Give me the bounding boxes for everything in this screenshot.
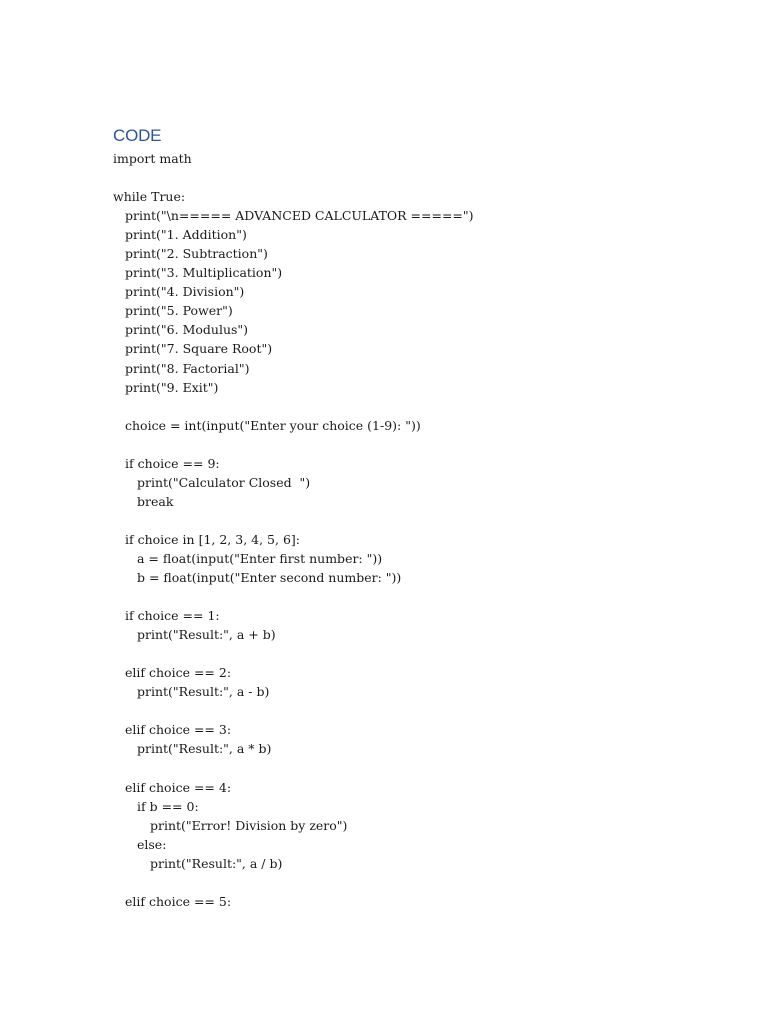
code-line: choice = int(input("Enter your choice (1-9): "))	[125, 417, 421, 433]
blank-line	[113, 873, 733, 892]
code-line: elif choice == 2:	[125, 665, 232, 681]
code-line: print("4. Division")	[125, 284, 245, 300]
code-line: print("Calculator Closed ")	[137, 474, 311, 490]
code-line: if b == 0:	[137, 798, 199, 814]
code-line: print("2. Subtraction")	[125, 246, 268, 262]
code-line: print("Result:", a + b)	[137, 627, 276, 643]
code-line: print("Result:", a * b)	[137, 741, 272, 757]
code-line: print("3. Multiplication")	[125, 265, 283, 281]
code-line: print("Result:", a - b)	[137, 684, 270, 700]
code-line: print("6. Modulus")	[125, 322, 249, 338]
code-line: import math	[113, 151, 192, 166]
code-line: if choice in [1, 2, 3, 4, 5, 6]:	[125, 531, 300, 547]
code-line: if choice == 9:	[125, 455, 220, 471]
blank-line	[113, 511, 733, 530]
blank-line	[113, 587, 733, 606]
code-listing	[113, 149, 733, 911]
code-line: print("7. Square Root")	[125, 341, 273, 357]
code-line: print("9. Exit")	[125, 379, 219, 395]
code-line: print("8. Factorial")	[125, 360, 250, 376]
blank-line	[113, 168, 733, 187]
code-line: print("1. Addition")	[125, 227, 247, 243]
code-line: elif choice == 4:	[125, 779, 232, 795]
code-line: while True:	[113, 189, 186, 205]
blank-line	[113, 397, 733, 416]
code-line: else:	[137, 836, 167, 852]
code-line: elif choice == 5:	[125, 893, 232, 909]
code-line: break	[137, 493, 174, 509]
code-line: print("Result:", a / b)	[150, 855, 283, 871]
code-line: if choice == 1:	[125, 608, 220, 624]
code-line: print("5. Power")	[125, 303, 233, 319]
section-heading: CODE	[113, 126, 162, 145]
blank-line	[113, 701, 733, 720]
code-line: elif choice == 3:	[125, 722, 232, 738]
code-line: b = float(input("Enter second number: "))	[137, 570, 402, 586]
blank-line	[113, 644, 733, 663]
blank-line	[113, 759, 733, 778]
code-line: print("Error! Division by zero")	[150, 817, 348, 833]
code-line: print("\n===== ADVANCED CALCULATOR =====")	[125, 208, 474, 224]
blank-line	[113, 435, 733, 454]
code-line: a = float(input("Enter first number: "))	[137, 550, 383, 566]
